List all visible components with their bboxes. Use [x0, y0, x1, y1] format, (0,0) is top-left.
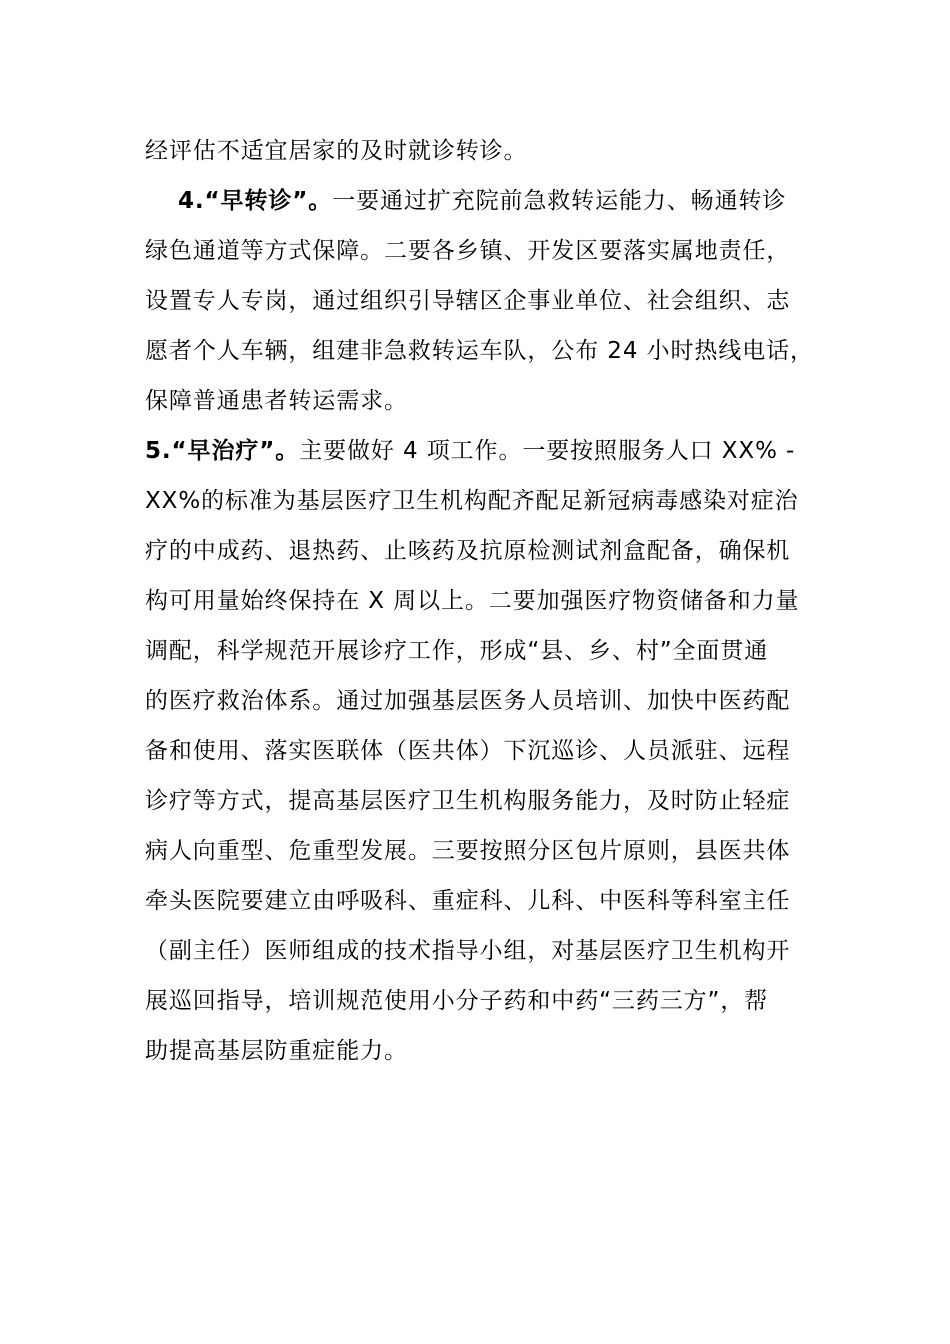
line-text: 病人向重型、危重型发展。三要按照分区包片原则，县医共体: [145, 838, 791, 864]
line-text: 一要通过扩充院前急救转运能力、畅通转诊: [332, 188, 787, 214]
line-text: 经评估不适宜居家的及时就诊转诊。: [145, 138, 528, 164]
text-line: [145, 786, 790, 816]
line-text: 助提高基层防重症能力。: [145, 1038, 408, 1064]
section-4-title: 4.“早转诊”。: [178, 188, 333, 214]
line-text: 诊疗等方式，提高基层医疗卫生机构服务能力，及时防止轻症: [145, 788, 791, 814]
text-line: [145, 686, 790, 716]
line-text: 展巡回指导，培训规范使用小分子药和中药“三药三方”，帮: [145, 988, 769, 1014]
line-text: 设置专人专岗，通过组织引导辖区企事业单位、社会组织、志: [145, 288, 791, 314]
line-text: 的医疗救治体系。通过加强基层医务人员培训、加快中医药配: [145, 688, 791, 714]
text-line: [145, 736, 790, 766]
text-line: [145, 536, 790, 566]
line-text: 绿色通道等方式保障。二要各乡镇、开发区要落实属地责任，: [145, 238, 791, 264]
text-line: [145, 386, 408, 416]
line-text: 保障普通患者转运需求。: [145, 388, 408, 414]
line-text: 备和使用、落实医联体（医共体）下沉巡诊、人员派驻、远程: [145, 738, 791, 764]
section-4-heading-line: [178, 186, 786, 216]
text-line: [145, 136, 527, 166]
line-text: 调配，科学规范开展诊疗工作，形成“县、乡、村”全面贯通: [145, 638, 769, 664]
text-line: [145, 886, 790, 916]
section-5-heading-line: [145, 436, 795, 466]
section-5-title: 5.“早治疗”。: [145, 438, 300, 464]
text-line: [145, 936, 790, 966]
text-line: [145, 486, 799, 516]
text-line: [145, 286, 790, 316]
text-line: [145, 836, 790, 866]
line-text: 牵头医院要建立由呼吸科、重症科、儿科、中医科等科室主任: [145, 888, 791, 914]
line-text: 主要做好 4 项工作。一要按照服务人口 XX% -: [299, 438, 796, 464]
text-line: [145, 1036, 408, 1066]
text-line: [145, 636, 768, 666]
line-text: 愿者个人车辆，组建非急救转运车队，公布 24 小时热线电话，: [145, 338, 814, 364]
line-text: （副主任）医师组成的技术指导小组，对基层医疗卫生机构开: [145, 938, 791, 964]
line-text: 疗的中成药、退热药、止咳药及抗原检测试剂盒配备，确保机: [145, 538, 791, 564]
text-line: [145, 986, 768, 1016]
text-line: [145, 236, 790, 266]
text-line: [145, 336, 814, 366]
line-text: 构可用量始终保持在 X 周以上。二要加强医疗物资储备和力量: [145, 588, 800, 614]
text-line: [145, 586, 799, 616]
line-text: XX%的标准为基层医疗卫生机构配齐配足新冠病毒感染对症治: [145, 488, 799, 514]
